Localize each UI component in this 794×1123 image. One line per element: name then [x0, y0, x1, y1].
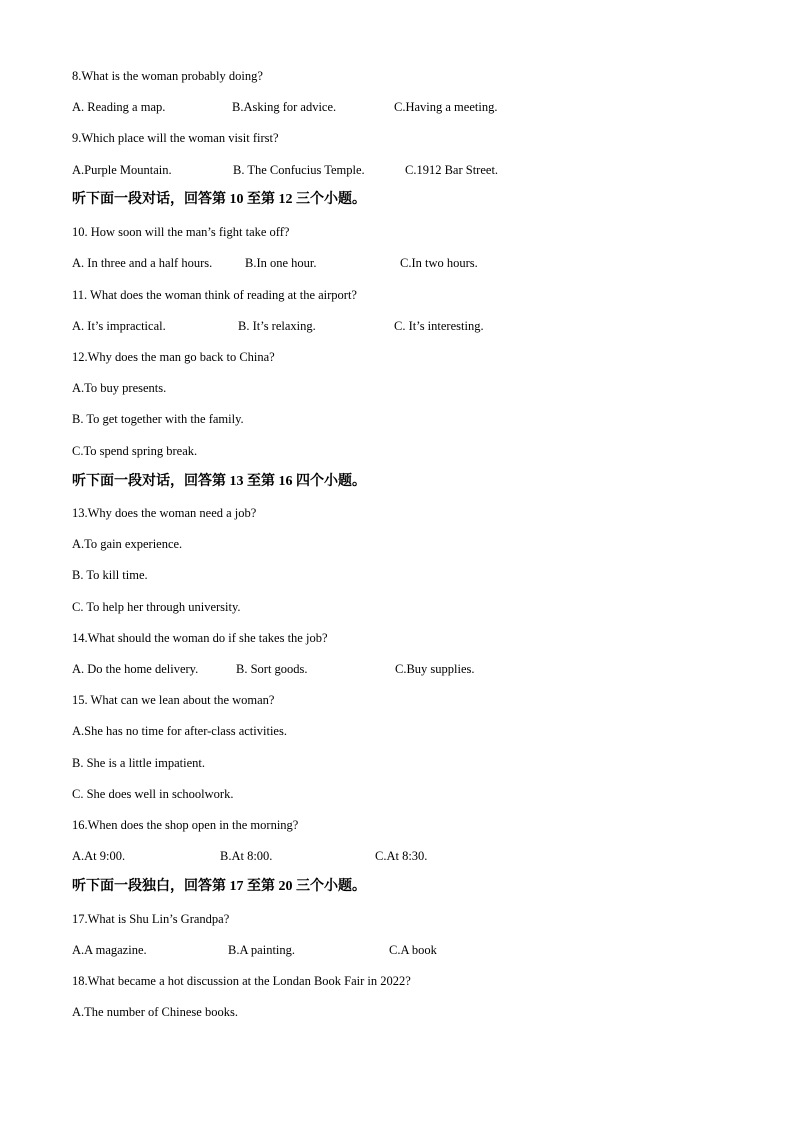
question-15-stem: 15. What can we lean about the woman? — [72, 693, 275, 707]
option-c: C.1912 Bar Street. — [405, 163, 499, 177]
question-10-stem: 10. How soon will the man’s fight take off? — [72, 225, 290, 239]
question-17-stem: 17.What is Shu Lin’s Grandpa? — [72, 912, 230, 926]
section-heading-1: 听下面一段对话，回答第 10 至第 12 三个小题。 — [72, 192, 366, 207]
option-b: B.At 8:00. — [220, 849, 273, 863]
option-c: C.At 8:30. — [375, 849, 428, 863]
option-a: A.Purple Mountain. — [72, 163, 172, 177]
option-c: C. It’s interesting. — [394, 319, 484, 333]
option-b: B.A painting. — [228, 943, 296, 957]
option-c: C.In two hours. — [400, 256, 478, 270]
option-a: A.At 9:00. — [72, 849, 126, 863]
question-12-stem: 12.Why does the man go back to China? — [72, 350, 275, 364]
option-a: A. In three and a half hours. — [72, 256, 213, 270]
question-11-stem: 11. What does the woman think of reading at the airport? — [72, 288, 357, 302]
question-13-option-b: B. To kill time. — [72, 568, 148, 582]
question-15-option-c: C. She does well in schoolwork. — [72, 787, 234, 801]
option-b: B. Sort goods. — [236, 662, 308, 676]
question-13-stem: 13.Why does the woman need a job? — [72, 506, 257, 520]
question-16-stem: 16.When does the shop open in the morning? — [72, 818, 299, 832]
section-heading-3: 听下面一段独白，回答第 17 至第 20 三个小题。 — [72, 879, 366, 894]
question-15-option-b: B. She is a little impatient. — [72, 756, 205, 770]
option-c: C.A book — [389, 943, 437, 957]
question-15-option-a: A.She has no time for after-class activities. — [72, 724, 287, 738]
question-8-stem: 8.What is the woman probably doing? — [72, 69, 263, 83]
option-c: C.Buy supplies. — [395, 662, 475, 676]
question-9-stem: 9.Which place will the woman visit first? — [72, 131, 279, 145]
option-a: A. It’s impractical. — [72, 319, 166, 333]
section-heading-2: 听下面一段对话，回答第 13 至第 16 四个小题。 — [72, 474, 366, 489]
option-b: B.In one hour. — [245, 256, 317, 270]
option-b: B. It’s relaxing. — [238, 319, 316, 333]
question-12-option-a: A.To buy presents. — [72, 381, 167, 395]
option-b: B. The Confucius Temple. — [233, 163, 365, 177]
question-18-option-a: A.The number of Chinese books. — [72, 1005, 238, 1019]
option-c: C.Having a meeting. — [394, 100, 498, 114]
option-b: B.Asking for advice. — [232, 100, 337, 114]
question-18-stem: 18.What became a hot discussion at the Londan Book Fair in 2022? — [72, 974, 411, 988]
option-a: A. Do the home delivery. — [72, 662, 199, 676]
question-13-option-c: C. To help her through university. — [72, 600, 241, 614]
option-a: A.A magazine. — [72, 943, 147, 957]
question-12-option-b: B. To get together with the family. — [72, 412, 244, 426]
question-12-option-c: C.To spend spring break. — [72, 444, 198, 458]
question-14-stem: 14.What should the woman do if she takes the job? — [72, 631, 328, 645]
question-13-option-a: A.To gain experience. — [72, 537, 183, 551]
option-a: A. Reading a map. — [72, 100, 166, 114]
